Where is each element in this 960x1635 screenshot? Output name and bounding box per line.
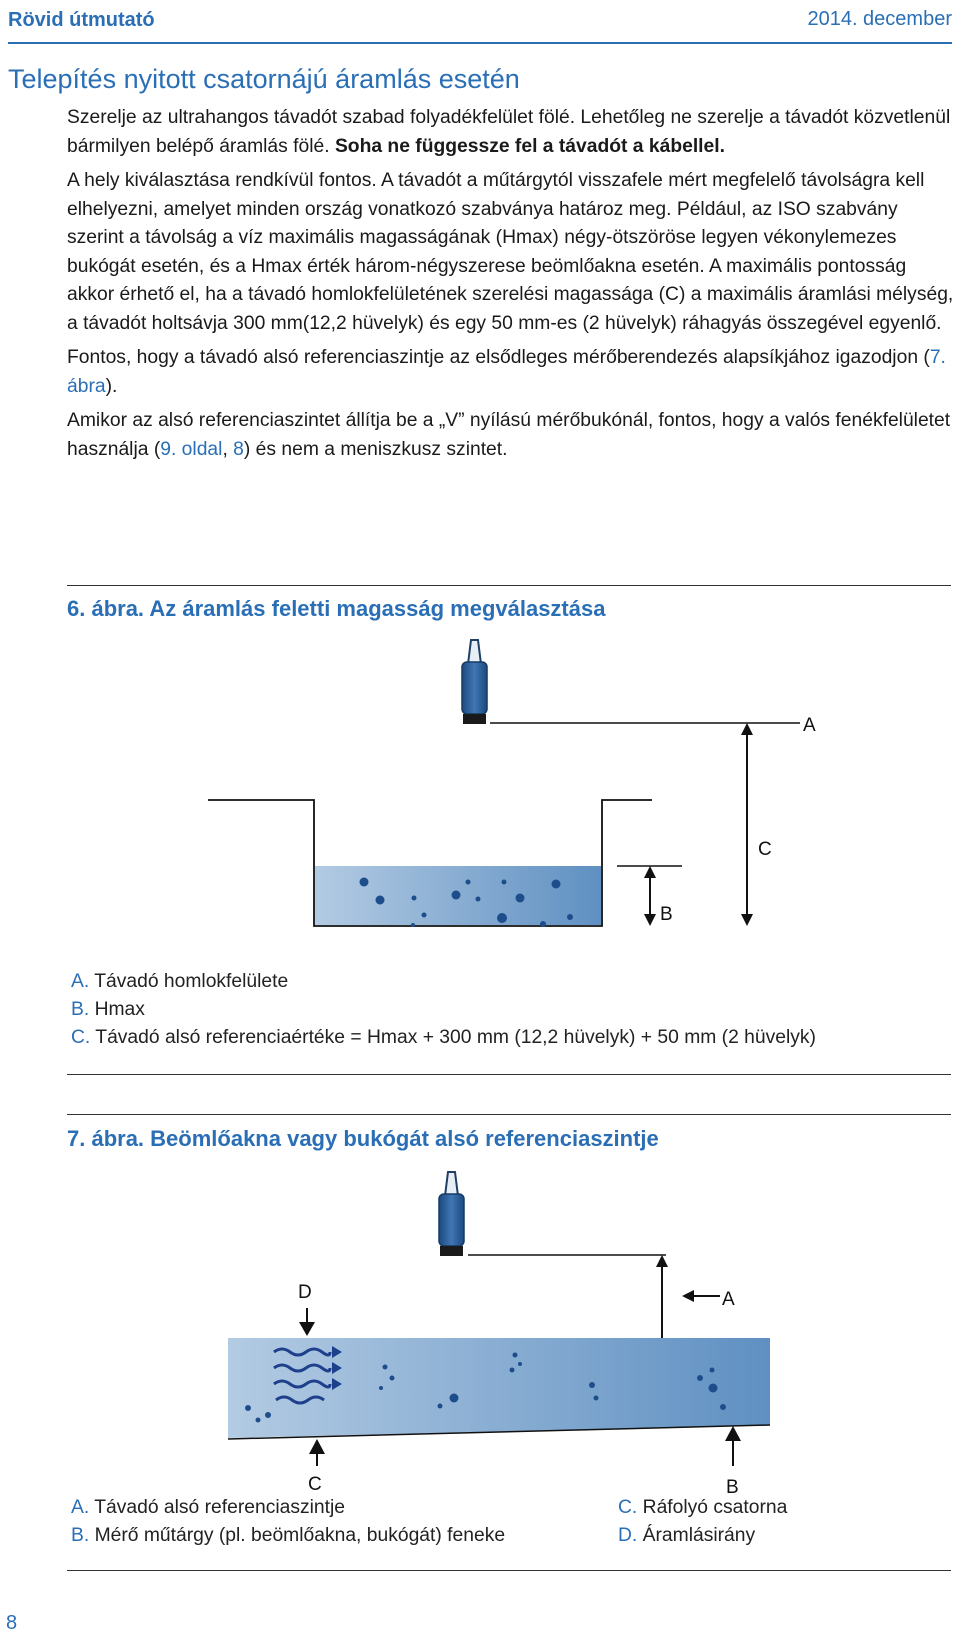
paragraph-3: Fontos, hogy a távadó alsó referenciaszintje az elsődleges mérőberendezés alapsíkjához igazodjon (7. ábra). — [67, 347, 946, 397]
transmitter-icon — [462, 640, 487, 724]
warning-text: Soha ne függessze fel a távadót a kábellel. — [334, 135, 725, 157]
water-body — [228, 1338, 770, 1438]
legend-item-d: D. Áramlásirány — [618, 1525, 756, 1546]
body-text — [67, 104, 957, 470]
figure-7-diagram — [0, 1160, 960, 1498]
label-b: B — [726, 1477, 739, 1498]
label-a: A — [722, 1289, 735, 1310]
legend-item-a: A. Távadó homlokfelülete — [71, 971, 289, 992]
page-number: 8 — [6, 1612, 18, 1634]
label-c: C — [758, 839, 772, 860]
label-b: B — [660, 904, 673, 925]
label-a: A — [803, 715, 816, 736]
figure-8-link[interactable]: 8 — [233, 438, 244, 460]
legend-item-b: B. Hmax — [71, 999, 145, 1020]
figure-6-legend — [71, 968, 816, 1052]
figure-7-link[interactable]: 7. ábra — [67, 347, 946, 397]
section-title: Telepítés nyitott csatornájú áramlás esetén — [8, 64, 520, 94]
legend-item-c: C. Ráfolyó csatorna — [618, 1497, 788, 1518]
figure-7-bottom-rule — [67, 1570, 951, 1571]
figure-6-bottom-rule — [67, 1074, 951, 1075]
paragraph-2: A hely kiválasztása rendkívül fontos. A távadót a műtárgytól visszafele mért megfelelő távolságra kell elhelyezni, amelyet minden ország vonatkozó szabványa határoz meg. Például, az ISO szabvány szerint a távolság a víz maximális magasságának (Hmax) négy-ötszöröse legyen vékonylemezes bukógát esetén, és a Hmax érték három-négyszerese beömlőakna esetén. A maximális pontosság akkor érhető el, ha a távadó homlokfelületének szerelési magassága (C) a maximális áramlási mélység, a távadót holtsávja 300 mm(12,2 hüvelyk) és egy 50 mm-es (2 hüvelyk) ráhagyás összegével egyenlő. — [67, 170, 954, 334]
legend-item-c: C. Távadó alsó referenciaértéke = Hmax + 300 mm (12,2 hüvelyk) + 50 mm (2 hüvelyk) — [71, 1027, 816, 1048]
label-c: C — [308, 1474, 322, 1495]
paragraph-4: Amikor az alsó referenciaszintet állítja be a „V” nyílású mérőbukónál, fontos, hogy a valós fenékfelületet használja (9. oldal, 8) és nem a meniszkusz szintet. — [67, 410, 951, 460]
header-divider — [8, 42, 952, 44]
figure-7-title: 7. ábra. Beömlőakna vagy bukógát alsó referenciaszintje — [67, 1126, 659, 1151]
legend-item-b: B. Mérő műtárgy (pl. beömlőakna, bukógát) feneke — [71, 1525, 506, 1546]
transmitter-icon — [439, 1172, 464, 1256]
doc-date: 2014. december — [807, 8, 952, 30]
figure-7-legend-right — [618, 1494, 787, 1550]
paragraph-1: Szerelje az ultrahangos távadót szabad folyadékfelület fölé. Lehetőleg ne szerelje a távadót közvetlenül bármilyen belépő áramlás fölé. Soha ne függessze fel a távadót a kábellel. — [67, 107, 951, 157]
figure-6-diagram — [0, 630, 960, 970]
figure-6-title: 6. ábra. Az áramlás feletti magasság megválasztása — [67, 596, 606, 621]
figure-6-top-rule — [67, 585, 951, 586]
figure-7-top-rule — [67, 1114, 951, 1115]
a-pointer-arrow — [682, 1290, 694, 1302]
legend-item-a: A. Távadó alsó referenciaszintje — [71, 1497, 346, 1518]
label-d: D — [298, 1282, 312, 1303]
doc-title: Rövid útmutató — [8, 9, 155, 31]
figure-7-legend-left — [71, 1494, 505, 1550]
page-9-link[interactable]: 9. oldal — [160, 438, 223, 460]
d-pointer-arrow — [299, 1322, 315, 1336]
